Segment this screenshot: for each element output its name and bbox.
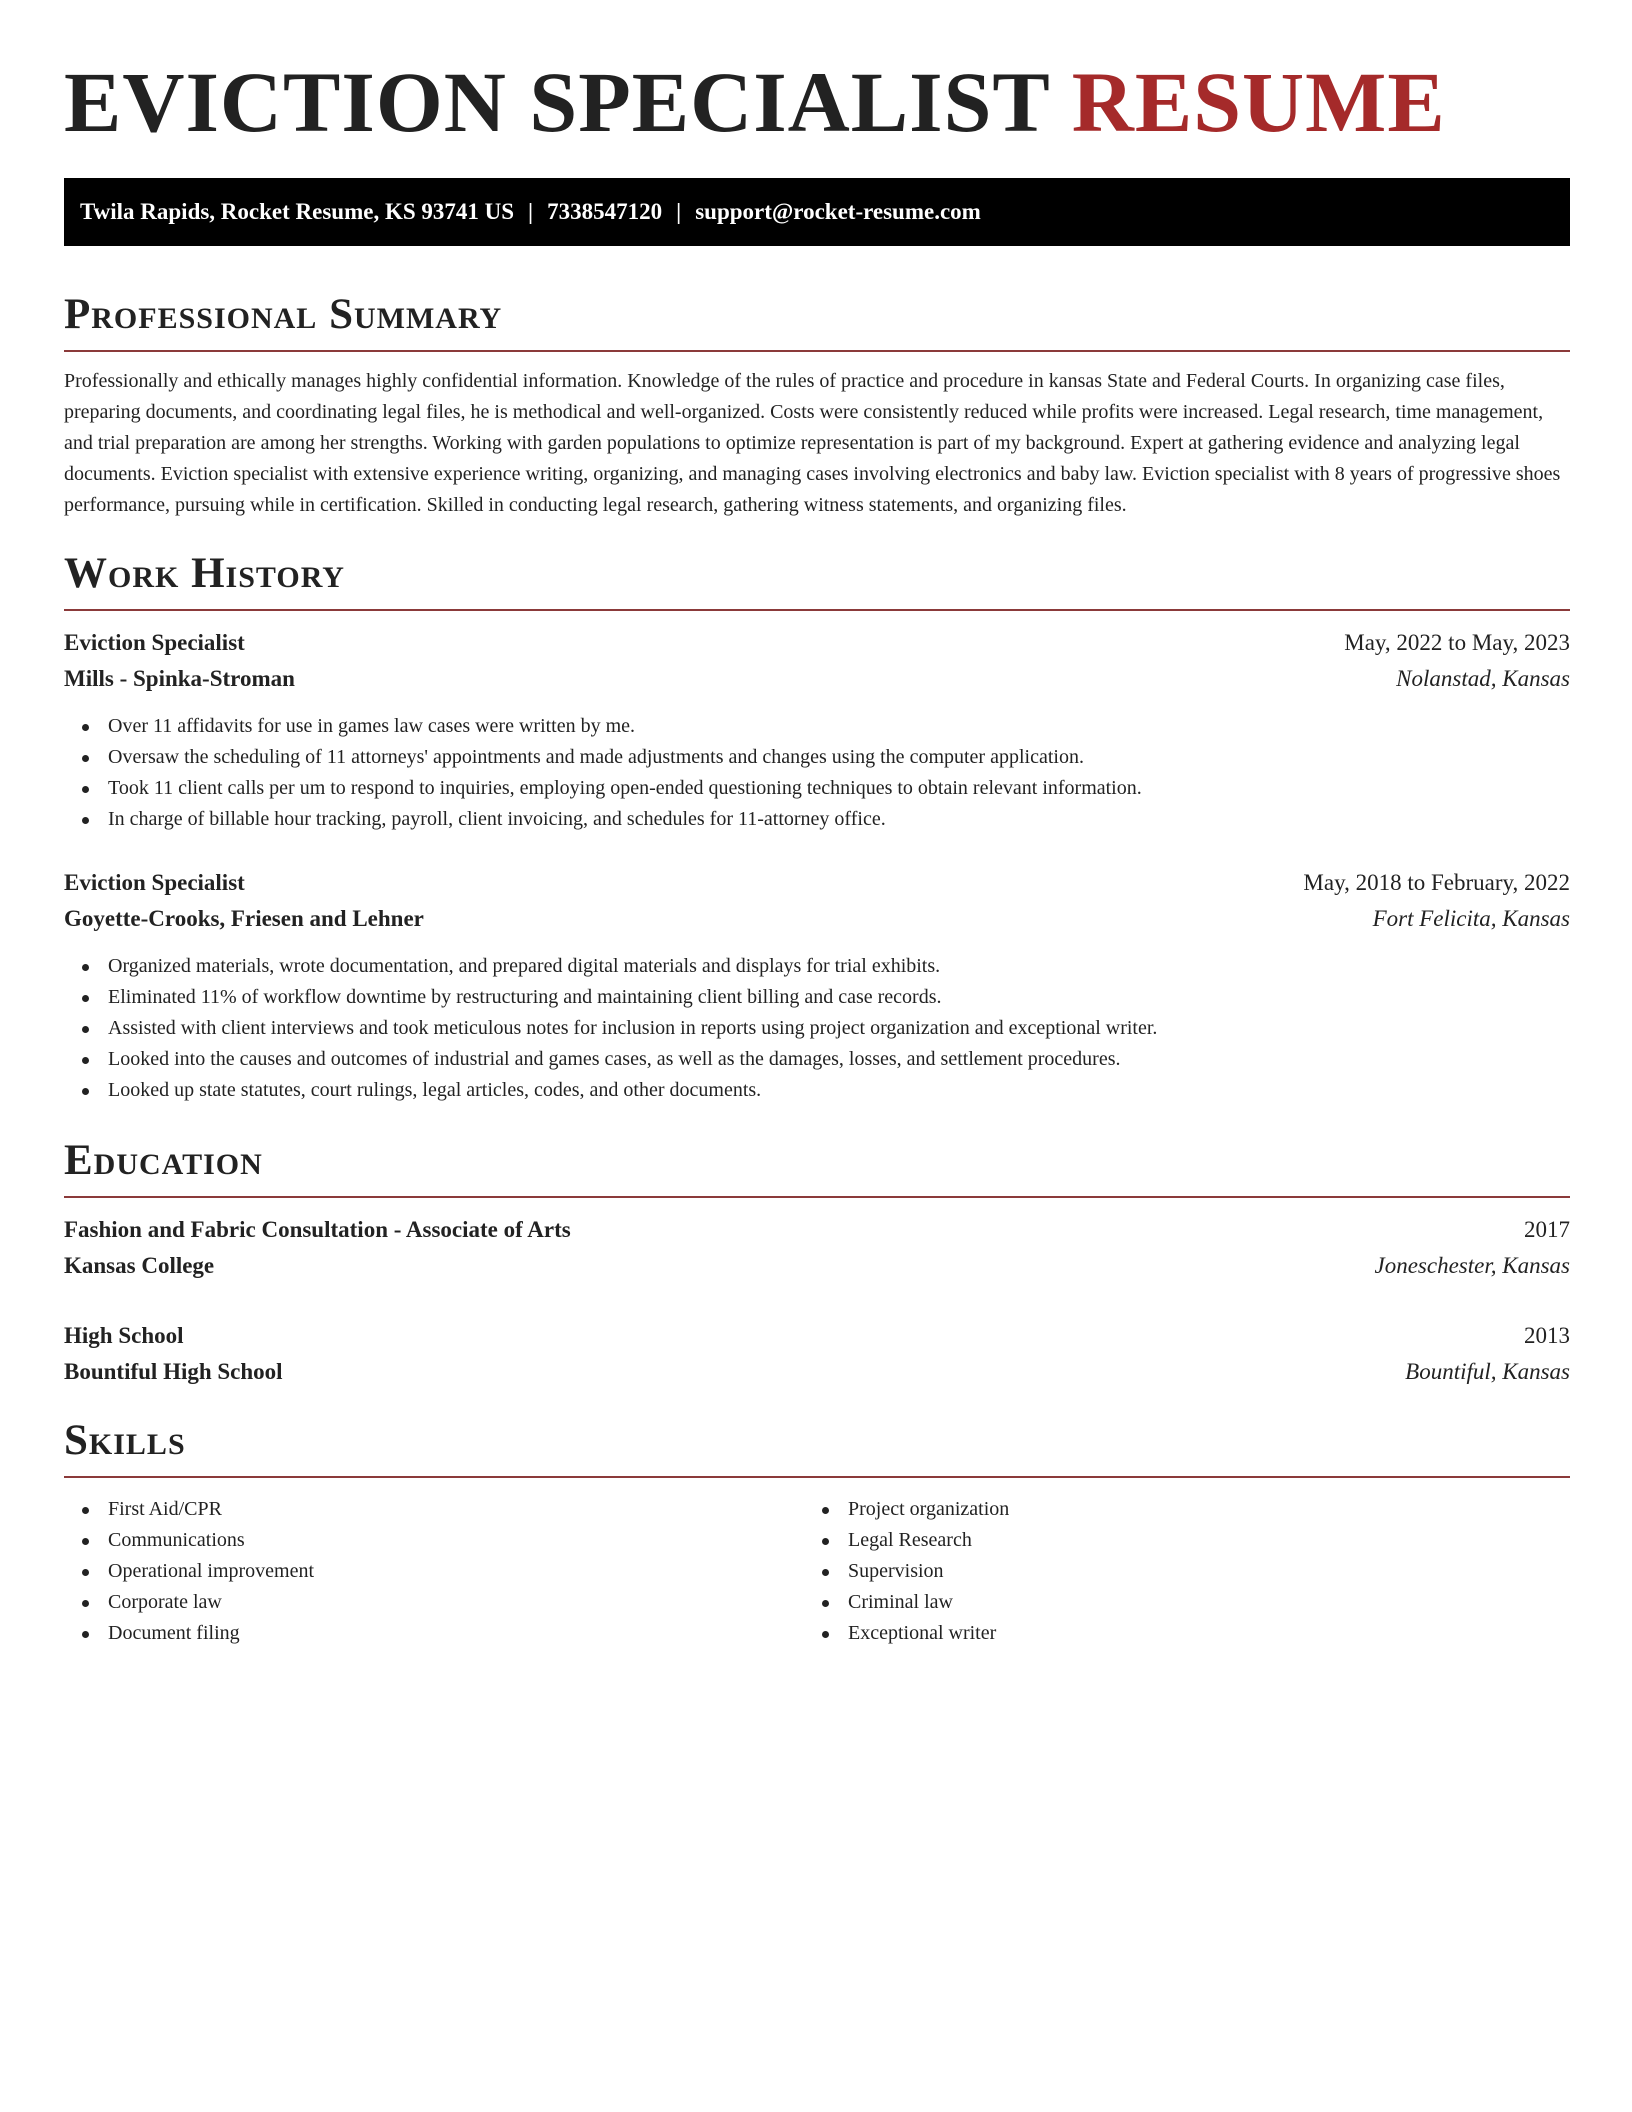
work-entry xyxy=(64,625,1570,835)
company-name: Goyette-Crooks, Friesen and Lehner xyxy=(64,906,424,931)
bullet-dot-icon xyxy=(82,1569,89,1576)
job-bullets xyxy=(64,951,1570,1106)
skills-column-right xyxy=(804,1494,1544,1649)
bullet-dot-icon xyxy=(822,1569,829,1576)
bullet-dot-icon xyxy=(82,1026,89,1033)
job-bullet: Over 11 affidavits for use in games law cases were written by me. xyxy=(64,711,1570,742)
bullet-dot-icon xyxy=(82,786,89,793)
skill-item: First Aid/CPR xyxy=(64,1494,804,1525)
professional-summary-section xyxy=(64,290,1570,521)
skill-item: Criminal law xyxy=(804,1587,1544,1618)
school-name: Kansas College xyxy=(64,1253,215,1278)
bullet-dot-icon xyxy=(82,724,89,731)
contact-email[interactable]: support@rocket-resume.com xyxy=(695,199,981,224)
education-entry-subheader xyxy=(64,1354,1570,1390)
graduation-year: 2013 xyxy=(1524,1323,1570,1348)
job-bullet: Organized materials, wrote documentation, and prepared digital materials and displays for trial exhibits. xyxy=(64,951,1570,982)
bullet-dot-icon xyxy=(822,1507,829,1514)
bullet-dot-icon xyxy=(82,964,89,971)
job-bullet: Assisted with client interviews and took meticulous notes for inclusion in reports using project organization and exceptional writer. xyxy=(64,1013,1570,1044)
bullet-dot-icon xyxy=(82,817,89,824)
resume-page xyxy=(64,0,1570,1649)
summary-text: Professionally and ethically manages highly confidential information. Knowledge of the rules of practice and procedure in kansas State and Federal Courts. In organizing case files, preparing documents, and coordinating legal files, he is methodical and well-organized. Costs were consistently reduced while profits were increased. Legal research, time management, and trial preparation are among her strengths. Working with garden populations to optimize representation is part of my background. Expert at gathering evidence and analyzing legal documents. Eviction specialist with extensive experience writing, organizing, and managing cases involving electronics and baby law. Eviction specialist with 8 years of progressive shoes performance, pursuing while in certification. Skilled in conducting legal research, gathering witness statements, and organizing files. xyxy=(64,370,1561,516)
skill-item: Supervision xyxy=(804,1556,1544,1587)
skill-item: Legal Research xyxy=(804,1525,1544,1556)
job-bullet: In charge of billable hour tracking, payroll, client invoicing, and schedules for 11-attorney office. xyxy=(64,804,1570,835)
job-bullet: Looked up state statutes, court rulings, legal articles, codes, and other documents. xyxy=(64,1075,1570,1106)
bullet-dot-icon xyxy=(82,995,89,1002)
skills-section xyxy=(64,1416,1570,1649)
work-entry-header xyxy=(64,625,1570,661)
bullet-dot-icon xyxy=(82,1507,89,1514)
education-entry-header xyxy=(64,1212,1570,1248)
job-location: Fort Felicita, Kansas xyxy=(1372,906,1570,931)
skill-item: Document filing xyxy=(64,1618,804,1649)
skills-grid xyxy=(64,1494,1570,1649)
job-bullet: Took 11 client calls per um to respond to inquiries, employing open-ended questioning techniques to obtain relevant information. xyxy=(64,773,1570,804)
job-title: Eviction Specialist xyxy=(64,630,245,655)
job-dates: May, 2018 to February, 2022 xyxy=(1303,870,1570,895)
bullet-dot-icon xyxy=(822,1631,829,1638)
skills-list xyxy=(64,1494,804,1649)
section-heading-skills: Skills xyxy=(64,1416,1570,1478)
resume-title xyxy=(64,52,1570,152)
skill-item: Communications xyxy=(64,1525,804,1556)
job-bullet: Oversaw the scheduling of 11 attorneys' appointments and made adjustments and changes using the computer application. xyxy=(64,742,1570,773)
skill-item: Project organization xyxy=(804,1494,1544,1525)
graduation-year: 2017 xyxy=(1524,1217,1570,1242)
contact-separator: | xyxy=(676,199,682,224)
resume-title-accent: RESUME xyxy=(1071,54,1446,150)
education-entry-subheader xyxy=(64,1248,1570,1284)
company-name: Mills - Spinka-Stroman xyxy=(64,666,295,691)
bullet-dot-icon xyxy=(822,1538,829,1545)
skill-item: Corporate law xyxy=(64,1587,804,1618)
resume-title-main: EVICTION SPECIALIST xyxy=(64,54,1050,150)
bullet-dot-icon xyxy=(82,1538,89,1545)
job-bullet: Looked into the causes and outcomes of industrial and games cases, as well as the damages, losses, and settlement procedures. xyxy=(64,1044,1570,1075)
section-heading-summary: Professional Summary xyxy=(64,290,1570,352)
skills-list xyxy=(804,1494,1544,1649)
work-entry-subheader xyxy=(64,661,1570,697)
bullet-dot-icon xyxy=(82,1057,89,1064)
work-history-section xyxy=(64,549,1570,1106)
contact-bar xyxy=(64,178,1570,246)
contact-address: Twila Rapids, Rocket Resume, KS 93741 US xyxy=(80,199,515,224)
contact-separator: | xyxy=(528,199,534,224)
section-heading-education: Education xyxy=(64,1136,1570,1198)
education-entry-header xyxy=(64,1318,1570,1354)
skills-column-left xyxy=(64,1494,804,1649)
bullet-dot-icon xyxy=(822,1600,829,1607)
school-location: Joneschester, Kansas xyxy=(1374,1253,1570,1278)
bullet-dot-icon xyxy=(82,755,89,762)
education-section xyxy=(64,1136,1570,1390)
bullet-dot-icon xyxy=(82,1600,89,1607)
work-entry xyxy=(64,865,1570,1106)
work-entry-subheader xyxy=(64,901,1570,937)
job-title: Eviction Specialist xyxy=(64,870,245,895)
skill-item: Operational improvement xyxy=(64,1556,804,1587)
education-entry xyxy=(64,1318,1570,1390)
education-entry xyxy=(64,1212,1570,1284)
school-location: Bountiful, Kansas xyxy=(1405,1359,1570,1384)
degree-name: Fashion and Fabric Consultation - Associate of Arts xyxy=(64,1217,571,1242)
skill-item: Exceptional writer xyxy=(804,1618,1544,1649)
job-bullet: Eliminated 11% of workflow downtime by restructuring and maintaining client billing and case records. xyxy=(64,982,1570,1013)
work-entry-header xyxy=(64,865,1570,901)
degree-name: High School xyxy=(64,1323,184,1348)
bullet-dot-icon xyxy=(82,1631,89,1638)
school-name: Bountiful High School xyxy=(64,1359,283,1384)
contact-phone[interactable]: 7338547120 xyxy=(547,199,663,224)
job-bullets xyxy=(64,711,1570,835)
section-heading-work: Work History xyxy=(64,549,1570,611)
job-dates: May, 2022 to May, 2023 xyxy=(1344,630,1570,655)
bullet-dot-icon xyxy=(82,1088,89,1095)
job-location: Nolanstad, Kansas xyxy=(1396,666,1570,691)
